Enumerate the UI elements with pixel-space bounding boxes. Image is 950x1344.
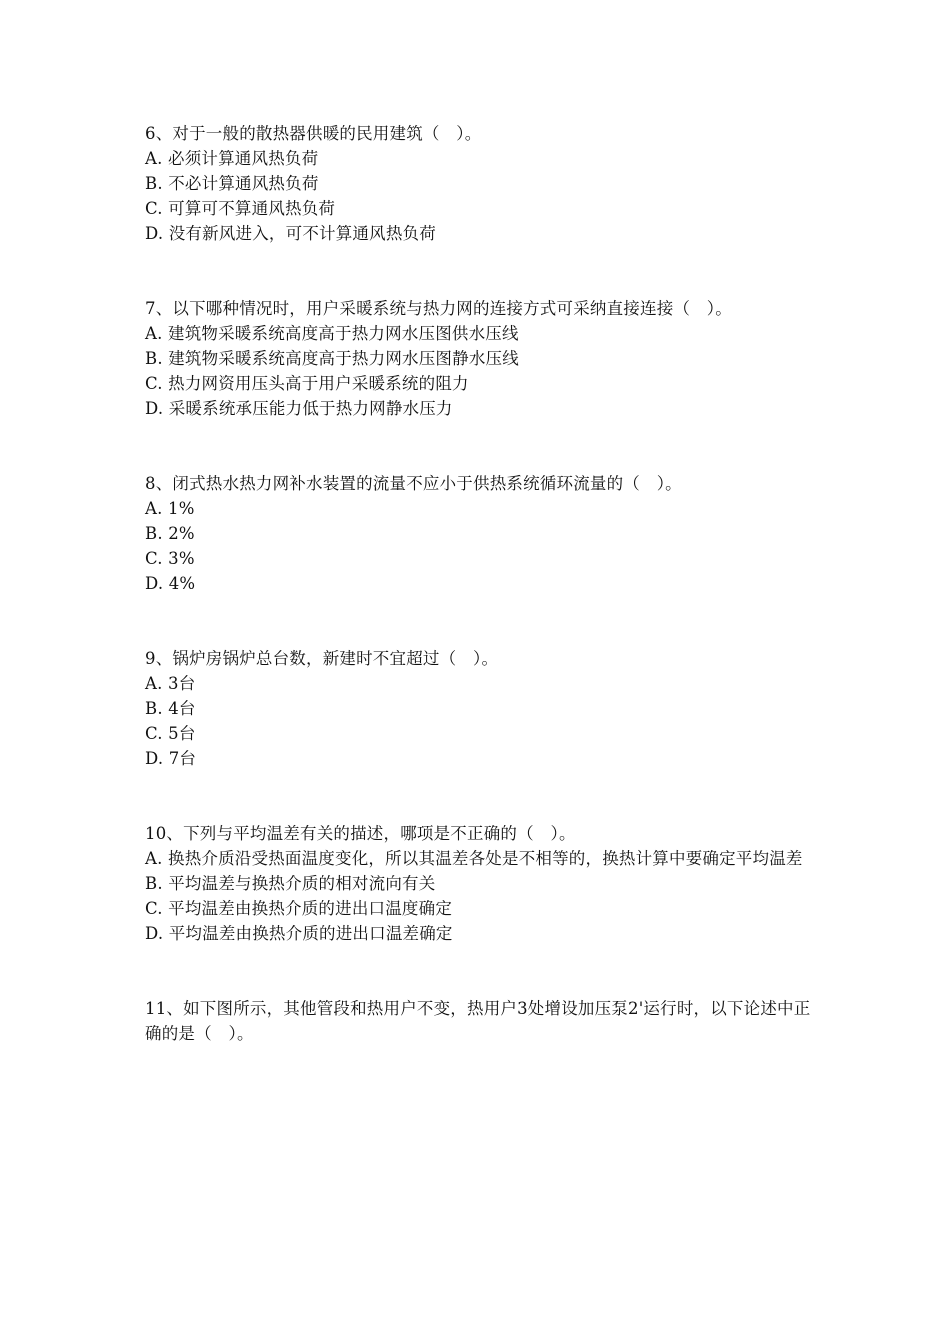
option-b: B. 平均温差与换热介质的相对流向有关 <box>145 874 436 893</box>
question-stem: 6、对于一般的散热器供暖的民用建筑（ ）。 <box>145 124 482 143</box>
question-11 <box>145 996 820 1046</box>
option-a: A. 3台 <box>145 674 196 693</box>
option-b: B. 不必计算通风热负荷 <box>145 174 319 193</box>
option-d: D. 4% <box>145 574 196 593</box>
option-c: C. 可算可不算通风热负荷 <box>145 199 336 218</box>
question-stem: 8、闭式热水热力网补水装置的流量不应小于供热系统循环流量的（ ）。 <box>145 474 682 493</box>
option-a: A. 换热介质沿受热面温度变化，所以其温差各处是不相等的，换热计算中要确定平均温差 <box>145 849 803 868</box>
option-d: D. 7台 <box>145 749 197 768</box>
option-d: D. 没有新风进入，可不计算通风热负荷 <box>145 224 436 243</box>
option-c: C. 3% <box>145 549 195 568</box>
option-d: D. 采暖系统承压能力低于热力网静水压力 <box>145 399 453 418</box>
option-c: C. 热力网资用压头高于用户采暖系统的阻力 <box>145 374 469 393</box>
question-stem: 10、下列与平均温差有关的描述，哪项是不正确的（ ）。 <box>145 824 576 843</box>
question-6 <box>145 121 820 246</box>
option-a: A. 1% <box>145 499 195 518</box>
option-d: D. 平均温差由换热介质的进出口温差确定 <box>145 924 453 943</box>
question-stem: 7、以下哪种情况时，用户采暖系统与热力网的连接方式可采纳直接连接（ ）。 <box>145 299 732 318</box>
question-9 <box>145 646 820 771</box>
option-c: C. 5台 <box>145 724 196 743</box>
question-stem: 9、锅炉房锅炉总台数，新建时不宜超过（ ）。 <box>145 649 499 668</box>
question-8 <box>145 471 820 596</box>
option-b: B. 2% <box>145 524 195 543</box>
option-b: B. 4台 <box>145 699 196 718</box>
option-a: A. 建筑物采暖系统高度高于热力网水压图供水压线 <box>145 324 519 343</box>
question-7 <box>145 296 820 421</box>
option-b: B. 建筑物采暖系统高度高于热力网水压图静水压线 <box>145 349 519 368</box>
option-a: A. 必须计算通风热负荷 <box>145 149 319 168</box>
question-stem: 11、如下图所示，其他管段和热用户不变，热用户3处增设加压泵2'运行时，以下论述中正确的是（ ）。 <box>145 999 811 1043</box>
question-10 <box>145 821 820 946</box>
option-c: C. 平均温差由换热介质的进出口温度确定 <box>145 899 453 918</box>
